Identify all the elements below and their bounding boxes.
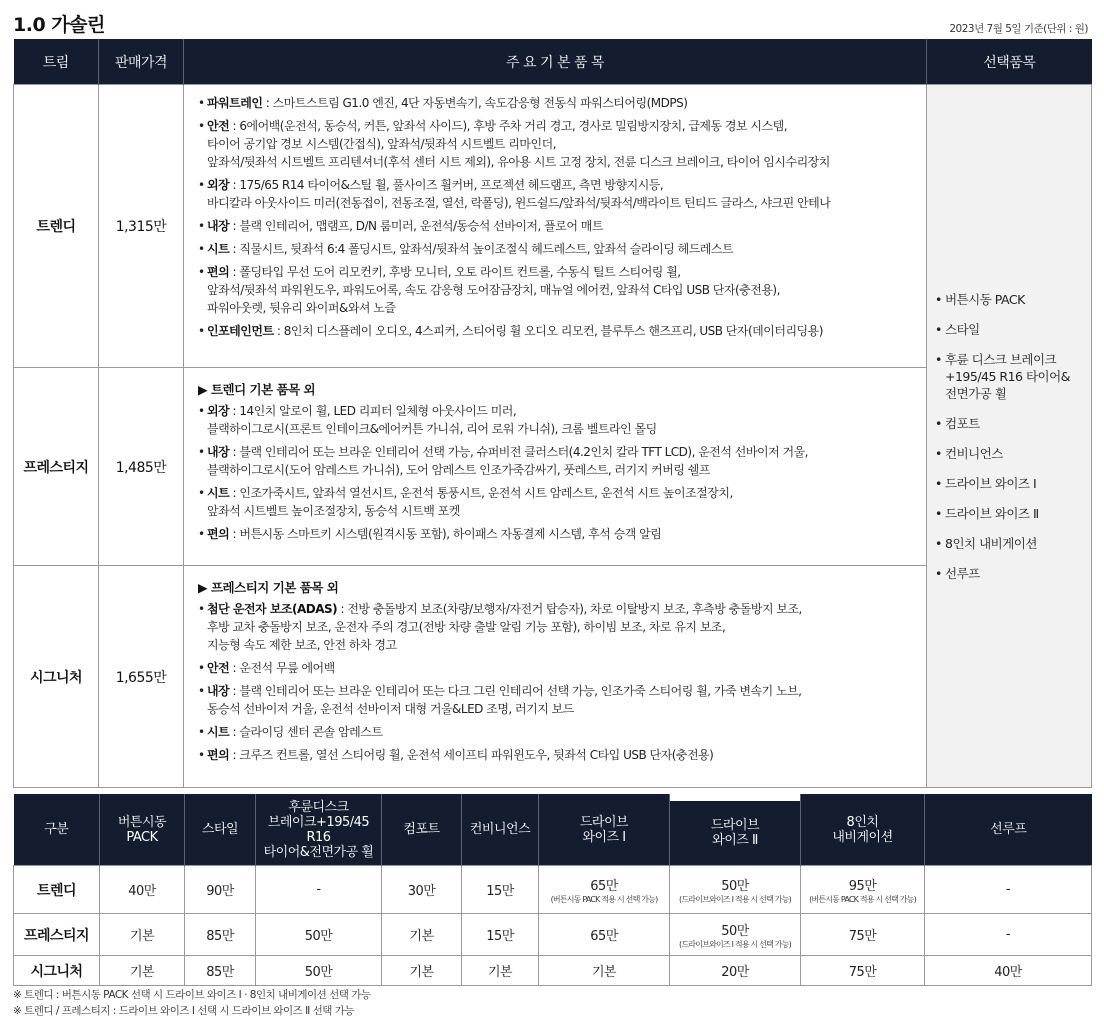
price-cell xyxy=(801,914,925,956)
features-heading: ▶ 프레스티지 기본 품목 외 xyxy=(198,580,339,595)
trim-features xyxy=(184,566,927,788)
price-cell xyxy=(185,914,256,956)
price-value: 95만 xyxy=(848,878,877,894)
feature-text: : 14인치 알로이 휠, LED 리피터 일체형 아웃사이드 미러, 블랙하이그로시(프론트 인테이크&에어커튼 가니쉬, 리어 로워 가니쉬), 크롬 벨트라인 몰딩 xyxy=(207,404,657,436)
trim-features xyxy=(184,85,927,368)
price-note: (드라이브와이즈 Ⅰ 적용 시 선택 가능) xyxy=(679,894,791,904)
option-item: • 8인치 내비게이션 xyxy=(935,535,1085,552)
price-value: 40만 xyxy=(994,965,1022,980)
header-features: 주 요 기 본 품 목 xyxy=(184,39,927,85)
price-value: 50만 xyxy=(304,965,333,980)
feature-item xyxy=(198,600,916,654)
price-cell xyxy=(925,956,1092,986)
price-row xyxy=(14,914,1092,956)
option-item: • 스타일 xyxy=(935,321,1085,338)
footnotes xyxy=(13,987,371,1019)
header-trim: 트림 xyxy=(14,39,99,85)
option-price-table xyxy=(13,794,1092,986)
feature-item xyxy=(198,117,916,171)
feature-text: : 블랙 인테리어 또는 브라운 인테리어 선택 가능, 슈퍼비전 클러스터(4.2인치 칼라 TFT LCD), 운전석 선바이저 거울, 블랙하이그로시(도어 암레스트 가니쉬), 도어 암레스트 인조가죽감싸기, 풋레스트, 러기지 커버링 쉘프 xyxy=(207,445,808,477)
price-cell xyxy=(801,866,925,914)
features-table-header xyxy=(14,39,1092,85)
price-cell xyxy=(670,956,801,986)
price-note: (드라이브와이즈 Ⅰ 적용 시 선택 가능) xyxy=(679,939,791,949)
price-value: 75만 xyxy=(848,929,877,944)
header-options: 선택품목 xyxy=(927,39,1092,85)
feature-text: : 직물시트, 뒷좌석 6:4 폴딩시트, 앞좌석/뒷좌석 높이조절식 헤드레스트, 앞좌석 슬라이딩 헤드레스트 xyxy=(229,242,734,256)
price-cell xyxy=(100,956,185,986)
trim-price: 1,315만 xyxy=(99,85,184,368)
feature-item xyxy=(198,443,916,479)
feature-label: 파워트레인 xyxy=(207,96,263,110)
feature-label: 안전 xyxy=(207,661,230,675)
price-cell xyxy=(382,914,462,956)
price-cell xyxy=(925,914,1092,956)
option-item: • 드라이브 와이즈 Ⅱ xyxy=(935,505,1085,522)
price-value: 50만 xyxy=(721,923,749,939)
price-value: 40만 xyxy=(128,884,156,899)
header-price: 판매가격 xyxy=(99,39,184,85)
price-value: 85만 xyxy=(206,965,234,980)
price-value: 기본 xyxy=(409,929,434,944)
feature-item xyxy=(198,240,916,258)
price-col-header: 선루프 xyxy=(925,794,1092,866)
price-row-trim: 프레스티지 xyxy=(14,914,100,956)
feature-text: : 운전석 무릎 에어백 xyxy=(229,661,335,675)
price-table-header xyxy=(14,794,1092,866)
footnote: ※ 트렌디 : 버튼시동 PACK 선택 시 드라이브 와이즈 Ⅰ · 8인치 내비게이션 선택 가능 xyxy=(13,989,371,1001)
feature-item xyxy=(198,525,916,543)
feature-label: 시트 xyxy=(207,725,230,739)
price-value: 50만 xyxy=(721,878,749,894)
option-item: • 후륜 디스크 브레이크 +195/45 R16 타이어& 전면가공 휠 xyxy=(935,351,1085,402)
feature-text: : 전방 충돌방지 보조(차량/보행자/자전거 탑승자), 차로 이탈방지 보조, 후측방 충돌방지 보조, 후방 교차 충돌방지 보조, 운전자 주의 경고(전방 차량 출발 알림 기능 포함), 하이빔 보조, 차로 유지 보조, 지능형 속도 제한 보조, 안전 하차 경고 xyxy=(207,602,802,652)
page-title: 1.0 가솔린 xyxy=(13,14,105,36)
feature-label: 외장 xyxy=(207,178,230,192)
feature-label: 편의 xyxy=(207,265,230,279)
trim-price: 1,655만 xyxy=(99,566,184,788)
price-value: 15만 xyxy=(486,884,514,899)
price-value: 65만 xyxy=(590,878,618,894)
feature-item xyxy=(198,484,916,520)
feature-label: 내장 xyxy=(207,219,230,233)
price-cell xyxy=(462,866,539,914)
feature-item xyxy=(198,217,916,235)
trim-row xyxy=(14,85,1092,368)
price-col-header: 컨비니언스 xyxy=(462,794,539,866)
feature-item xyxy=(198,402,916,438)
price-value: - xyxy=(1005,927,1011,942)
price-value: 15만 xyxy=(486,929,514,944)
price-cell xyxy=(462,914,539,956)
option-item: • 선루프 xyxy=(935,565,1085,582)
price-value: 기본 xyxy=(487,965,513,980)
feature-text: : 6에어백(운전석, 동승석, 커튼, 앞좌석 사이드), 후방 주차 거리 경고, 경사로 밀림방지장치, 급제동 경보 시스템, 타이어 공기압 경보 시스템(간접식), 앞좌석/뒷좌석 시트벨트 리마인더, 앞좌석/뒷좌석 시트벨트 프리텐셔너(후석 센터 시트 제외), 유아용 시트 고정 장치, 전륜 디스크 브레이크, 타이어 임시수리장치 xyxy=(207,119,830,169)
feature-text: : 버튼시동 스마트키 시스템(원격시동 포함), 하이패스 자동결제 시스템, 후석 승객 알림 xyxy=(229,527,662,541)
feature-label: 시트 xyxy=(207,242,230,256)
option-item: • 드라이브 와이즈 Ⅰ xyxy=(935,475,1085,492)
price-cell xyxy=(185,956,256,986)
feature-item xyxy=(198,176,916,212)
feature-text: : 폴딩타입 무선 도어 리모컨키, 후방 모니터, 오토 라이트 컨트롤, 수동식 틸트 스티어링 휠, 앞좌석/뒷좌석 파워윈도우, 파워도어록, 속도 감응형 도어잠금장치, 매뉴얼 에어컨, 앞좌석 C타입 USB 단자(충전용), 파워아웃렛, 뒷유리 와이퍼&와셔 노즐 xyxy=(207,265,780,315)
price-cell xyxy=(539,914,670,956)
price-cell xyxy=(539,866,670,914)
price-cell xyxy=(382,956,462,986)
features-heading: ▶ 트렌디 기본 품목 외 xyxy=(198,382,316,397)
footnote: ※ 트렌디 / 프레스티지 : 드라이브 와이즈 Ⅰ 선택 시 드라이브 와이즈 Ⅱ 선택 가능 xyxy=(13,1005,355,1017)
price-value: 50만 xyxy=(304,929,333,944)
price-value: 기본 xyxy=(591,965,617,980)
price-cell xyxy=(539,956,670,986)
price-cell xyxy=(670,914,801,956)
option-item: • 버튼시동 PACK xyxy=(935,291,1085,308)
feature-text: : 인조가죽시트, 앞좌석 열선시트, 운전석 통풍시트, 운전석 시트 암레스트, 운전석 시트 높이조절장치, 앞좌석 시트벨트 높이조절장치, 동승석 시트백 포켓 xyxy=(207,486,733,518)
price-col-header: 드라이브 와이즈 Ⅱ xyxy=(670,794,801,866)
price-value: 기본 xyxy=(129,965,155,980)
price-value: 기본 xyxy=(129,929,155,944)
price-value: 75만 xyxy=(848,965,877,980)
price-cell xyxy=(670,866,801,914)
price-row xyxy=(14,866,1092,914)
price-value: 65만 xyxy=(590,929,618,944)
price-cell xyxy=(256,866,382,914)
price-cell xyxy=(185,866,256,914)
feature-label: 시트 xyxy=(207,486,230,500)
price-col-header: 컴포트 xyxy=(382,794,462,866)
trim-price: 1,485만 xyxy=(99,368,184,566)
price-value: 30만 xyxy=(407,884,436,899)
price-value: 20만 xyxy=(721,965,749,980)
price-cell xyxy=(256,956,382,986)
price-row xyxy=(14,956,1092,986)
feature-item xyxy=(198,746,916,764)
price-cell xyxy=(382,866,462,914)
price-col-header: 드라이브 와이즈 Ⅰ xyxy=(539,794,670,866)
price-value: - xyxy=(316,882,321,897)
options-list xyxy=(927,85,1092,788)
feature-label: 내장 xyxy=(207,684,230,698)
feature-label: 내장 xyxy=(207,445,230,459)
feature-label: 안전 xyxy=(207,119,230,133)
price-value: - xyxy=(1005,882,1011,897)
feature-text: : 크루즈 컨트롤, 열선 스티어링 휠, 운전석 세이프티 파워윈도우, 뒷좌석 C타입 USB 단자(충전용) xyxy=(229,748,714,762)
price-cell xyxy=(462,956,539,986)
feature-label: 첨단 운전자 보조(ADAS) xyxy=(207,602,338,616)
feature-text: : 슬라이딩 센터 콘솔 암레스트 xyxy=(229,725,383,739)
price-note: (버튼시동 PACK 적용 시 선택 가능) xyxy=(550,894,658,904)
trim-name: 프레스티지 xyxy=(14,368,99,566)
price-col-header: 구분 xyxy=(14,794,100,866)
price-cell xyxy=(925,866,1092,914)
feature-label: 외장 xyxy=(207,404,230,418)
feature-item xyxy=(198,723,916,741)
feature-text: : 8인치 디스플레이 오디오, 4스피커, 스티어링 휠 오디오 리모컨, 블루투스 핸즈프리, USB 단자(데이터리딩용) xyxy=(273,324,823,338)
trim-features xyxy=(184,368,927,566)
price-cell xyxy=(256,914,382,956)
price-row-trim: 트렌디 xyxy=(14,866,100,914)
price-cell xyxy=(100,866,185,914)
price-note: (버튼시동 PACK 적용 시 선택 가능) xyxy=(809,894,916,904)
price-cell xyxy=(100,914,185,956)
price-col-header: 후륜디스크 브레이크+195/45 R16 타이어&전면가공 휠 xyxy=(256,794,382,866)
price-value: 90만 xyxy=(206,884,234,899)
trim-name: 시그니처 xyxy=(14,566,99,788)
feature-text: : 블랙 인테리어 또는 브라운 인테리어 또는 다크 그린 인테리어 선택 가능, 인조가죽 스티어링 휠, 가죽 변속기 노브, 동승석 선바이저 거울, 운전석 선바이저 대형 거울&LED 조명, 러기지 보드 xyxy=(207,684,802,716)
trim-features-table xyxy=(13,39,1092,788)
feature-item xyxy=(198,263,916,317)
feature-item xyxy=(198,659,916,677)
feature-label: 편의 xyxy=(207,527,230,541)
feature-label: 인포테인먼트 xyxy=(207,324,274,338)
feature-item xyxy=(198,322,916,340)
price-col-header: 버튼시동 PACK xyxy=(100,794,185,866)
feature-text: : 175/65 R14 타이어&스틸 휠, 풀사이즈 휠커버, 프로젝션 헤드램프, 측면 방향지시등, 바디칼라 아웃사이드 미러(전동접이, 전동조절, 열선, 락폴딩), 윈드쉴드/앞좌석/뒷좌석/백라이트 틴티드 글라스, 샤크핀 안테나 xyxy=(207,178,831,210)
price-col-header: 8인치 내비게이션 xyxy=(801,794,925,866)
price-value: 기본 xyxy=(409,965,434,980)
option-item: • 컴포트 xyxy=(935,415,1085,432)
option-item: • 컨비니언스 xyxy=(935,445,1085,462)
feature-item xyxy=(198,682,916,718)
price-cell xyxy=(801,956,925,986)
price-row-trim: 시그니처 xyxy=(14,956,100,986)
price-value: 85만 xyxy=(206,929,234,944)
price-col-header: 스타일 xyxy=(185,794,256,866)
date-note: 2023년 7월 5일 기준(단위 : 원) xyxy=(949,23,1088,35)
trim-name: 트렌디 xyxy=(14,85,99,368)
feature-text: : 스마트스트림 G1.0 엔진, 4단 자동변속기, 속도감응형 전동식 파워스티어링(MDPS) xyxy=(262,96,688,110)
feature-label: 편의 xyxy=(207,748,230,762)
feature-text: : 블랙 인테리어, 맵램프, D/N 룸미러, 운전석/동승석 선바이저, 플로어 매트 xyxy=(229,219,603,233)
feature-item xyxy=(198,94,916,112)
